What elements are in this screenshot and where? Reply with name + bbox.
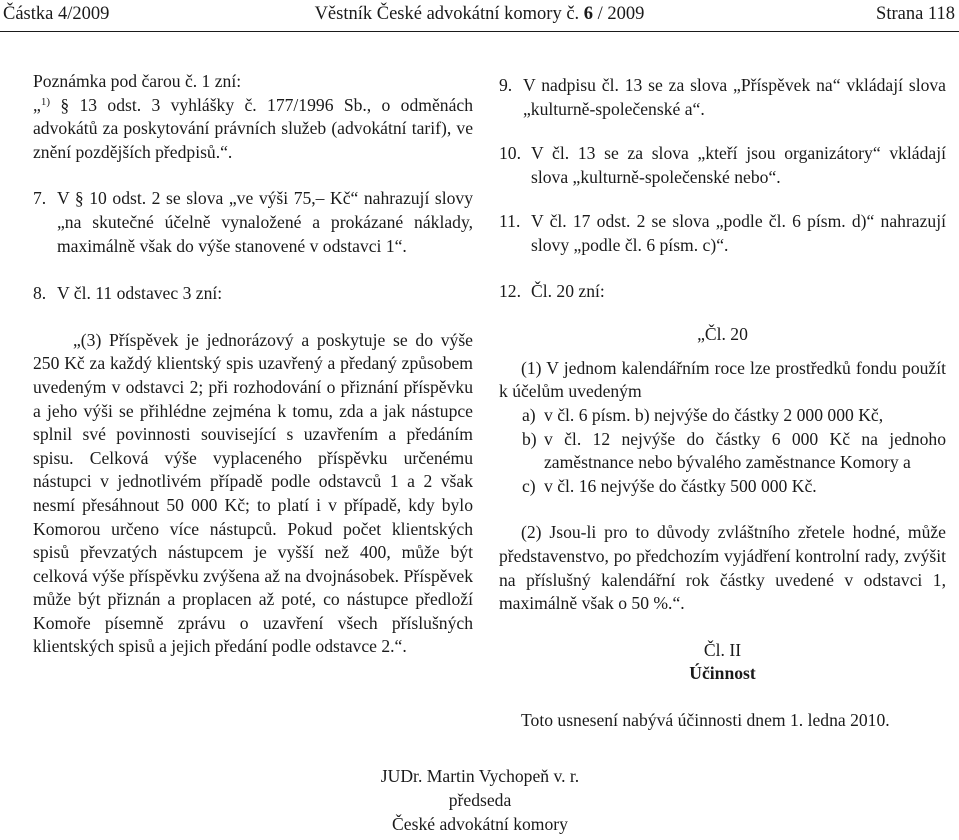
page-header [0, 0, 959, 32]
list-item-text: v čl. 6 písm. b) nejvýše do částky 2 000 000 Kč, [544, 404, 884, 425]
item-text: V čl. 11 odstavec 3 zní: [57, 283, 223, 304]
article-2-title: Čl. II [703, 639, 742, 660]
journal-title [0, 4, 959, 25]
list-item-label: a) [522, 404, 536, 425]
issue-number: Částka 4/2009 [3, 4, 110, 24]
left-column [33, 70, 473, 659]
effective-date-text: Toto usnesení nabývá účinnosti dnem 1. ledna 2010. [521, 709, 890, 730]
footnote-body: § 13 odst. 3 vyhlášky č. 177/1996 Sb., o odměnách advokátů za poskytování právních služeb (advokátní tarif), ve znění pozdějších předpisů.“. [33, 94, 473, 162]
item-text: V nadpisu čl. 13 se za slova „Příspěvek na“ vkládají slova „kulturně-společenské a“. [523, 75, 946, 119]
footnote-block [33, 70, 473, 164]
amendment-item-8 [33, 282, 473, 306]
signatory-organization: České advokátní komory [392, 814, 568, 834]
item-number: 9. [499, 75, 513, 95]
footnote-text [33, 94, 473, 165]
page-number: Strana 118 [876, 4, 955, 24]
signature-block [300, 764, 660, 836]
list-item-label: c) [522, 475, 536, 496]
item-text: Čl. 20 zní: [531, 280, 605, 301]
signatory-name: JUDr. Martin Vychopeň v. r. [380, 766, 580, 786]
article-20-title: „Čl. 20 [697, 324, 748, 345]
journal-title-suffix: / 2009 [597, 4, 645, 24]
footnote-quote-mark: „ [33, 94, 41, 115]
amendment-item-12 [499, 280, 946, 304]
item-number: 8. [33, 283, 47, 304]
amendment-item-9 [499, 74, 946, 121]
article-20-paragraph-1: (1) V jednom kalendářním roce lze prostředků fondu použít k účelům uvedeným [499, 357, 946, 402]
item-number: 12. [499, 280, 521, 301]
list-item-text: v čl. 16 nejvýše do částky 500 000 Kč. [544, 475, 817, 496]
list-item [499, 475, 946, 499]
article-11-quote: „(3) Příspěvek je jednorázový a poskytuje se do výše 250 Kč za každý klientský spis uzavřený a předaný způsobem uvedeným v odstavci 2; při rozhodování o přiznání příspěvku a jeho výši se přihlédne zejména k tomu, zda a jak nástupce splnil své povinnosti související s uzavřením a předáním spisu. Celková výše vyplaceného příspěvku určenému nástupci v jednotlivém případě podle odstavců 1 a 2 však nesmí přesáhnout 50 000 Kč; to platí i v případě, kdy bylo Komorou určeno více nástupců. Pokud počet klientských spisů převzatých nástupcem je vyšší než 400, může být celková výše příspěvku zvýšena až na dvojnásobek. Příspěvek může být přiznán a proplacen až poté, co nástupce předloží Komoře písemně zprávu o uzavření všech příslušných klientských spisů a jejich předání podle odstavce 2.“. [33, 329, 473, 657]
journal-title-prefix: Věstník České advokátní komory č. [314, 4, 580, 24]
item-number: 7. [33, 188, 47, 209]
journal-issue: 6 [583, 4, 594, 24]
article-2-subtitle: Účinnost [689, 663, 756, 684]
article-20-paragraph-2: (2) Jsou-li pro to důvody zvláštního zřetele hodné, může představenstvo, po předchozím vyjádření kontrolní rady, zvýšit na příslušný kalendářní rok částky uvedené v odstavci 1, maximálně však o 50 %.“. [499, 522, 946, 614]
list-item [499, 404, 946, 428]
list-item-label: b) [522, 428, 537, 449]
item-text: V čl. 17 odst. 2 se slova „podle čl. 6 písm. d)“ nahrazují slovy „podle čl. 6 písm. c)“. [531, 211, 946, 255]
amendment-item-7 [33, 187, 473, 258]
footnote-superscript: 1) [40, 95, 50, 108]
amendment-item-11 [499, 210, 946, 257]
item-text: V čl. 13 se za slova „kteří jsou organizátory“ vkládají slova „kulturně-společenské nebo“. [531, 143, 946, 187]
footnote-title: Poznámka pod čarou č. 1 zní: [33, 71, 242, 91]
item-number: 11. [499, 211, 521, 232]
list-item-text: v čl. 12 nejvýše do částky 6 000 Kč na jednoho zaměstnance nebo bývalého zaměstnance Komory a [544, 428, 946, 473]
signatory-role: předseda [448, 790, 512, 810]
article-20-list [499, 404, 946, 498]
item-text: V § 10 odst. 2 se slova „ve výši 75,– Kč“ nahrazují slovy „na skutečné účelně vynaložené a prokázané náklady, maximálně však do výše stanovené v odstavci 1“. [57, 188, 473, 256]
right-column [499, 74, 946, 732]
item-number: 10. [499, 143, 521, 164]
list-item [499, 428, 946, 475]
amendment-item-10 [499, 142, 946, 189]
